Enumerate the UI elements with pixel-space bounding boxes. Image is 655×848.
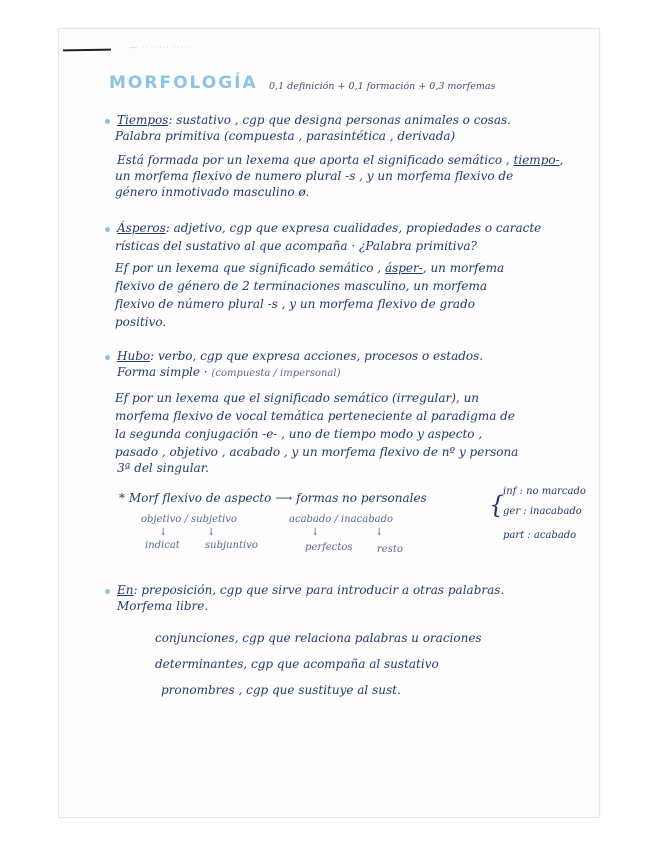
hubo-line-6: pasado , objetivo , acabado , y un morfema flexivo de nº y persona	[115, 445, 519, 459]
asperos-line-2: rísticas del sustativo al que acompaña · ¿Palabra primitiva?	[115, 239, 477, 253]
tiempos-line-4: un morfema flexivo de numero plural -s , y un morfema flexivo de	[115, 169, 514, 183]
en-line-2: Morfema libre.	[117, 599, 209, 613]
top-ink-stroke	[63, 49, 111, 52]
hubo-line-3: Ef por un lexema que el significado semático (irregular), un	[115, 391, 480, 405]
hubo-line-4: morfema flexivo de vocal temática perteneciente al paradigma de	[115, 409, 515, 423]
hubo-line-1: Hubo: verbo, cgp que expresa acciones, procesos o estados.	[117, 349, 484, 363]
brace-item-part: part : acabado	[503, 530, 577, 541]
hubo-line-5: la segunda conjugación -e- , uno de tiempo modo y aspecto ,	[115, 427, 483, 441]
keyword-hubo: Hubo	[117, 349, 151, 363]
sub-perfectos: perfectos	[305, 542, 353, 553]
asperos-line-1: Ásperos: adjetivo, cgp que expresa cualidades, propiedades o caracte	[117, 221, 542, 235]
asperos-line-6: positivo.	[115, 315, 167, 329]
sub-indicat: indicat	[145, 540, 180, 551]
tiempos-line-5: género inmotivado masculino ø.	[115, 185, 310, 199]
tiempos-line-3: Está formada por un lexema que aporta el significado semático , tiempo-,	[117, 153, 564, 167]
asperos-line-4: flexivo de género de 2 terminaciones masculino, un morfema	[115, 279, 487, 293]
en-line-1: En: preposición, cgp que sirve para introducir a otras palabras.	[117, 583, 505, 597]
tiempos-line-2: Palabra primitiva (compuesta , parasintética , derivada)	[115, 129, 456, 143]
bullet-dot	[105, 119, 110, 124]
faint-header-text: — ·· ····· ·····	[129, 43, 192, 52]
keyword-asperos: Ásperos	[117, 221, 166, 235]
curly-brace: {	[489, 491, 505, 519]
brace-item-inf: inf : no marcado	[503, 486, 586, 497]
aspect-note: * Morf flexivo de aspecto ⟶ formas no personales	[119, 491, 427, 505]
sub-objetivo-subjetivo: objetivo / subjetivo	[141, 514, 237, 525]
arrow-down-icon: ↓	[159, 527, 168, 538]
sub-acabado-inacabado: acabado / inacabado	[289, 514, 393, 525]
asperos-line-3: Ef por un lexema que significado semático , ásper-, un morfema	[115, 261, 505, 275]
arrow-down-icon: ↓	[375, 527, 384, 538]
asperos-line-5: flexivo de número plural -s , y un morfema flexivo de grado	[115, 297, 475, 311]
sub-resto: resto	[377, 544, 403, 555]
page-title: MORFOLOGÍA	[109, 73, 258, 93]
page-subtitle: 0,1 definición + 0,1 formación + 0,3 morfemas	[269, 81, 496, 92]
bullet-dot	[105, 589, 110, 594]
brace-item-ger: ger : inacabado	[503, 506, 582, 517]
keyword-tiempos: Tiempos	[117, 113, 169, 127]
en-line-4: determinantes, cgp que acompaña al sustativo	[155, 657, 439, 671]
bullet-dot	[105, 227, 110, 232]
arrow-down-icon: ↓	[207, 527, 216, 538]
bullet-dot	[105, 355, 110, 360]
en-line-5: pronombres , cgp que sustituye al sust.	[161, 683, 401, 697]
en-line-3: conjunciones, cgp que relaciona palabras u oraciones	[155, 631, 482, 645]
arrow-down-icon: ↓	[311, 527, 320, 538]
keyword-en: En	[117, 583, 134, 597]
notebook-page	[58, 28, 600, 818]
hubo-line-7: 3ª del singular.	[117, 461, 209, 475]
tiempos-line-1: Tiempos: sustativo , cgp que designa personas animales o cosas.	[117, 113, 511, 127]
hubo-line-2: Forma simple · (compuesta / impersonal)	[117, 365, 341, 379]
sub-subjuntivo: subjuntivo	[205, 540, 258, 551]
